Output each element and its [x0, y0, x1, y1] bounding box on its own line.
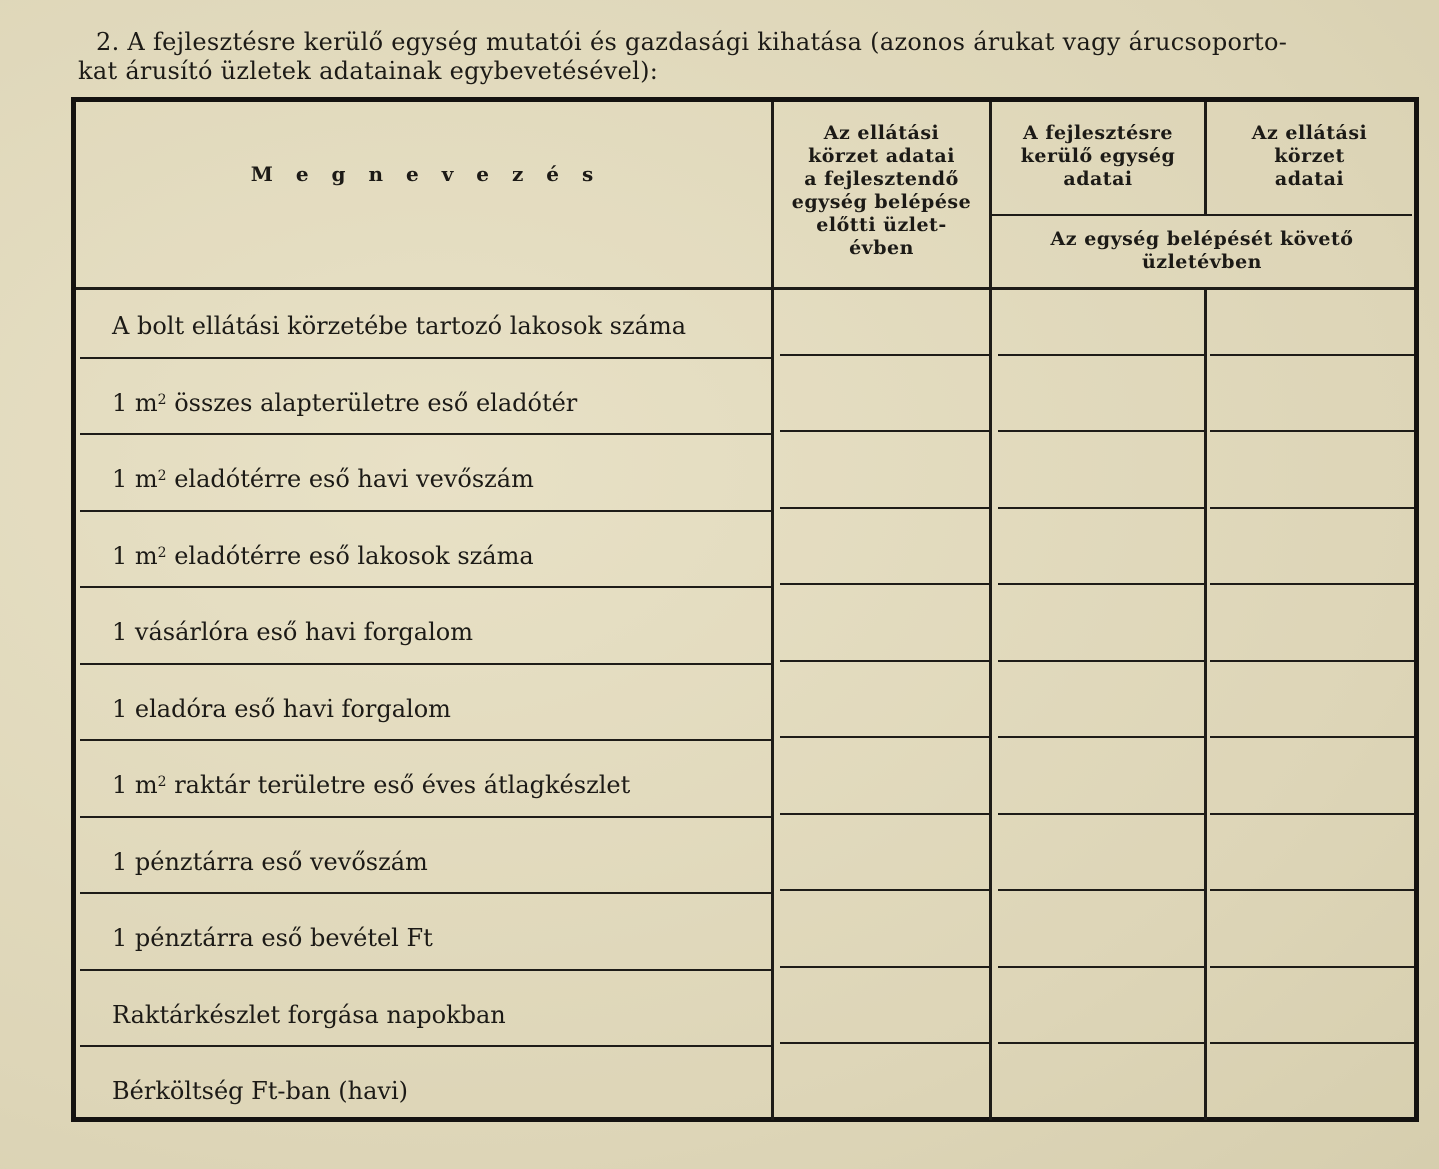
row-label-text: 1 m — [112, 465, 158, 493]
before-line: Az ellátási — [823, 122, 940, 144]
row-label-superscript: 2 — [157, 774, 167, 790]
table-row-label — [112, 1077, 408, 1105]
table-row-label — [112, 771, 630, 799]
table-row-label — [112, 312, 686, 340]
row-divider — [80, 1045, 771, 1047]
row-divider — [998, 813, 1204, 815]
row-divider — [1210, 813, 1414, 815]
district-line: körzet — [1274, 145, 1345, 167]
header-bottom-divider — [76, 287, 1414, 290]
col-divider-3-lower — [1204, 288, 1207, 1120]
before-line: egység belépése — [791, 191, 972, 213]
unit-line: adatai — [1063, 168, 1133, 190]
column-header-before — [774, 122, 989, 260]
row-divider — [998, 889, 1204, 891]
row-divider — [780, 889, 989, 891]
table-row-label — [112, 389, 577, 417]
district-line: Az ellátási — [1251, 122, 1368, 144]
before-line: előtti üzlet- — [816, 214, 947, 236]
row-divider — [998, 966, 1204, 968]
unit-line: A fejlesztésre — [1023, 122, 1173, 144]
column-header-after — [992, 228, 1412, 274]
before-line: a fejlesztendő — [804, 168, 959, 190]
row-divider — [998, 354, 1204, 356]
row-label-text: 1 vásárlóra eső havi forgalom — [112, 618, 473, 646]
before-line: évben — [849, 237, 914, 259]
row-divider — [998, 507, 1204, 509]
row-label-text-rest: eladótérre eső lakosok száma — [166, 541, 534, 570]
row-divider — [1210, 583, 1414, 585]
heading-line-2: kat árusító üzletek adatainak egybevetésével): — [78, 57, 659, 85]
row-divider — [998, 660, 1204, 662]
table-row-label — [112, 465, 534, 493]
column-header-district — [1207, 122, 1412, 191]
row-divider — [998, 583, 1204, 585]
row-divider — [80, 969, 771, 971]
row-divider — [80, 739, 771, 741]
column-header-unit — [992, 122, 1204, 191]
row-label-superscript: 2 — [157, 468, 167, 484]
header-sub-divider — [992, 214, 1412, 216]
row-divider — [80, 510, 771, 512]
row-label-text: Raktárkészlet forgása napokban — [112, 1000, 506, 1029]
indicator-table — [71, 97, 1419, 1122]
row-divider — [998, 736, 1204, 738]
row-divider — [80, 663, 771, 665]
row-divider — [780, 507, 989, 509]
row-divider — [998, 1042, 1204, 1044]
row-label-superscript: 2 — [157, 544, 167, 561]
row-divider — [80, 433, 771, 435]
row-divider — [780, 660, 989, 662]
table-row-label — [112, 1001, 506, 1029]
row-label-text: 1 m — [112, 541, 158, 570]
row-divider — [1210, 889, 1414, 891]
row-divider — [780, 430, 989, 432]
heading-line-1: 2. A fejlesztésre kerülő egység mutatói és gazdasági kihatása (azonos árukat vagy árucsoporto- — [96, 28, 1288, 56]
row-label-superscript: 2 — [157, 391, 167, 408]
row-divider — [80, 892, 771, 894]
after-line: Az egység belépését követő — [1050, 228, 1354, 250]
row-label-text: 1 pénztárra eső vevőszám — [112, 847, 428, 876]
row-label-text: 1 m — [112, 771, 158, 799]
row-divider — [1210, 507, 1414, 509]
row-label-text-rest: eladótérre eső havi vevőszám — [166, 465, 534, 493]
row-label-text: 1 eladóra eső havi forgalom — [112, 694, 451, 723]
row-label-text: A bolt ellátási körzetébe tartozó lakosok száma — [112, 312, 687, 340]
row-divider — [1210, 1042, 1414, 1044]
form-heading — [78, 28, 1378, 86]
table-row-label — [112, 848, 428, 876]
row-divider — [80, 586, 771, 588]
row-divider — [780, 583, 989, 585]
table-row-label — [112, 618, 473, 646]
row-divider — [1210, 966, 1414, 968]
table-row-label — [112, 695, 451, 723]
district-line: adatai — [1274, 168, 1345, 190]
row-divider — [780, 1042, 989, 1044]
row-divider — [1210, 660, 1414, 662]
unit-line: kerülő egység — [1020, 145, 1176, 167]
row-divider — [780, 813, 989, 815]
row-divider — [80, 357, 771, 359]
row-label-text-rest: raktár területre eső éves átlagkészlet — [166, 771, 631, 799]
before-line: körzet adatai — [808, 145, 955, 167]
row-label-text: 1 m — [112, 388, 158, 417]
row-divider — [1210, 354, 1414, 356]
row-divider — [1210, 736, 1414, 738]
after-line: üzletévben — [1141, 251, 1262, 273]
table-row-label — [112, 924, 433, 952]
row-label-text: 1 pénztárra eső bevétel Ft — [112, 924, 433, 952]
row-label-text-rest: összes alapterületre eső eladótér — [166, 388, 578, 417]
table-row-label — [112, 542, 534, 570]
row-label-text: Bérköltség Ft-ban (havi) — [112, 1077, 409, 1105]
row-divider — [780, 354, 989, 356]
row-divider — [80, 816, 771, 818]
column-header-name: M e g n e v e z é s — [250, 162, 602, 186]
row-divider — [780, 736, 989, 738]
row-divider — [780, 966, 989, 968]
row-divider — [998, 430, 1204, 432]
row-divider — [1210, 430, 1414, 432]
